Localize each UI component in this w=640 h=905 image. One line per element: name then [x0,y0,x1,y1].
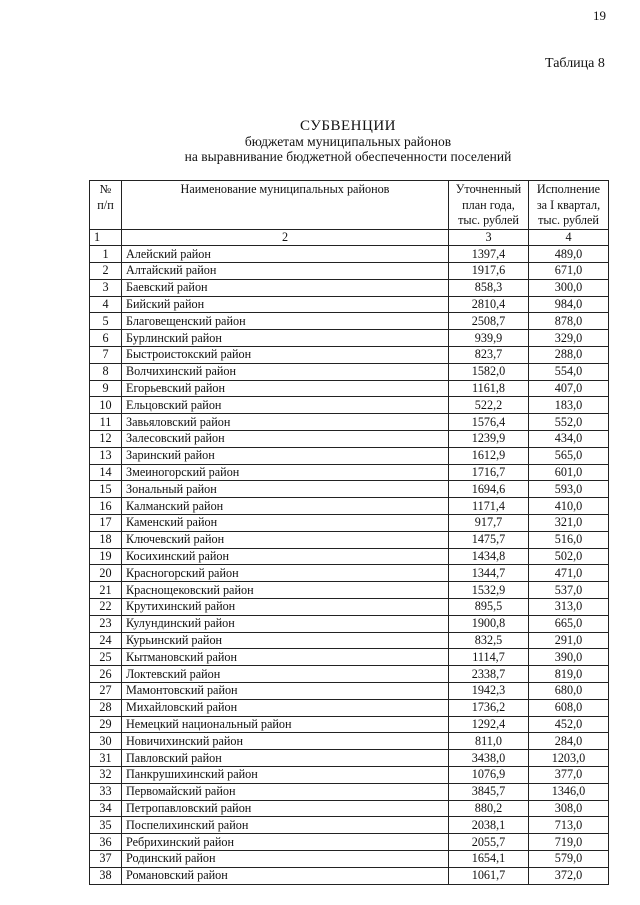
district-name: Бурлинский район [122,330,449,347]
execution-value: 516,0 [529,531,609,548]
execution-value: 719,0 [529,834,609,851]
column-number: 4 [529,229,609,246]
plan-value: 1171,4 [449,498,529,515]
execution-value: 288,0 [529,347,609,364]
row-number: 12 [90,431,122,448]
district-name: Алейский район [122,246,449,263]
district-name: Петропавловский район [122,800,449,817]
row-number: 22 [90,599,122,616]
plan-value: 1582,0 [449,363,529,380]
header-num-line-2: п/п [97,197,114,212]
row-number: 27 [90,683,122,700]
plan-value: 1942,3 [449,683,529,700]
table-row [90,330,609,347]
execution-value: 593,0 [529,481,609,498]
subsidies-table [89,180,609,885]
row-number: 29 [90,716,122,733]
district-name: Благовещенский район [122,313,449,330]
table-row [90,565,609,582]
plan-value: 939,9 [449,330,529,347]
table-row [90,498,609,515]
table-row [90,867,609,884]
district-name: Алтайский район [122,263,449,280]
row-number: 5 [90,313,122,330]
header-plan-line-1: Уточненный [455,182,522,196]
row-number: 21 [90,582,122,599]
column-number: 2 [122,229,449,246]
plan-value: 2810,4 [449,296,529,313]
column-number: 3 [449,229,529,246]
header-name: Наименование муниципальных районов [122,181,449,230]
execution-value: 552,0 [529,414,609,431]
table-row [90,263,609,280]
table-row [90,599,609,616]
row-number: 20 [90,565,122,582]
district-name: Панкрушихинский район [122,767,449,784]
table-row [90,347,609,364]
district-name: Краснощековский район [122,582,449,599]
row-number: 16 [90,498,122,515]
table-row [90,683,609,700]
row-number: 7 [90,347,122,364]
district-name: Волчихинский район [122,363,449,380]
plan-value: 858,3 [449,279,529,296]
page-number: 19 [593,8,606,23]
table-row [90,834,609,851]
plan-value: 1900,8 [449,615,529,632]
plan-value: 2038,1 [449,817,529,834]
table-row [90,582,609,599]
table-row [90,666,609,683]
header-exec-line-3: тыс. рублей [538,213,599,227]
heading-line-3: на выравнивание бюджетной обеспеченности поселений [184,149,512,164]
column-number: 1 [90,229,122,246]
district-name: Романовский район [122,867,449,884]
table-row [90,279,609,296]
execution-value: 1203,0 [529,750,609,767]
header-exec-line-1: Исполнение [536,182,601,196]
district-name: Змеиногорский район [122,464,449,481]
plan-value: 880,2 [449,800,529,817]
execution-value: 308,0 [529,800,609,817]
plan-value: 1917,6 [449,263,529,280]
row-number: 37 [90,850,122,867]
plan-value: 1736,2 [449,699,529,716]
row-number: 3 [90,279,122,296]
execution-value: 329,0 [529,330,609,347]
district-name: Мамонтовский район [122,683,449,700]
district-name: Первомайский район [122,783,449,800]
execution-value: 284,0 [529,733,609,750]
execution-value: 537,0 [529,582,609,599]
row-number: 24 [90,632,122,649]
plan-value: 1434,8 [449,548,529,565]
execution-value: 984,0 [529,296,609,313]
execution-value: 579,0 [529,850,609,867]
execution-value: 407,0 [529,380,609,397]
table-row [90,632,609,649]
execution-value: 300,0 [529,279,609,296]
district-name: Залесовский район [122,431,449,448]
column-number-row [90,229,609,246]
plan-value: 2338,7 [449,666,529,683]
row-number: 36 [90,834,122,851]
execution-value: 377,0 [529,767,609,784]
execution-value: 489,0 [529,246,609,263]
district-name: Красногорский район [122,565,449,582]
plan-value: 1344,7 [449,565,529,582]
district-name: Родинский район [122,850,449,867]
execution-value: 502,0 [529,548,609,565]
district-name: Каменский район [122,515,449,532]
district-name: Ельцовский район [122,397,449,414]
row-number: 26 [90,666,122,683]
plan-value: 3845,7 [449,783,529,800]
plan-value: 1239,9 [449,431,529,448]
row-number: 35 [90,817,122,834]
district-name: Баевский район [122,279,449,296]
district-name: Заринский район [122,447,449,464]
execution-value: 390,0 [529,649,609,666]
table-row [90,246,609,263]
table-row [90,296,609,313]
table-row [90,414,609,431]
execution-value: 565,0 [529,447,609,464]
district-name: Кулундинский район [122,615,449,632]
plan-value: 1612,9 [449,447,529,464]
execution-value: 601,0 [529,464,609,481]
district-name: Бийский район [122,296,449,313]
district-name: Зональный район [122,481,449,498]
table-row [90,313,609,330]
row-number: 23 [90,615,122,632]
district-name: Ребрихинский район [122,834,449,851]
row-number: 38 [90,867,122,884]
plan-value: 2055,7 [449,834,529,851]
heading-line-2: бюджетам муниципальных районов [244,134,452,149]
plan-value: 895,5 [449,599,529,616]
district-name: Курьинский район [122,632,449,649]
district-name: Ключевский район [122,531,449,548]
district-name: Кытмановский район [122,649,449,666]
table-row [90,733,609,750]
row-number: 11 [90,414,122,431]
row-number: 25 [90,649,122,666]
row-number: 31 [90,750,122,767]
execution-value: 819,0 [529,666,609,683]
table-row [90,767,609,784]
plan-value: 1694,6 [449,481,529,498]
plan-value: 1716,7 [449,464,529,481]
row-number: 32 [90,767,122,784]
plan-value: 522,2 [449,397,529,414]
header-exec [529,181,609,230]
row-number: 28 [90,699,122,716]
table-row [90,548,609,565]
table-row [90,800,609,817]
district-name: Немецкий национальный район [122,716,449,733]
table-row [90,750,609,767]
row-number: 30 [90,733,122,750]
header-plan-line-2: план года, [462,197,515,212]
row-number: 13 [90,447,122,464]
row-number: 6 [90,330,122,347]
district-name: Быстроистокский район [122,347,449,364]
header-num-line-1: № [99,182,112,196]
table-body [90,246,609,884]
execution-value: 671,0 [529,263,609,280]
row-number: 1 [90,246,122,263]
table-row [90,447,609,464]
district-name: Калманский район [122,498,449,515]
plan-value: 1161,8 [449,380,529,397]
plan-value: 1576,4 [449,414,529,431]
row-number: 18 [90,531,122,548]
row-number: 2 [90,263,122,280]
header-num [90,181,122,230]
execution-value: 291,0 [529,632,609,649]
execution-value: 665,0 [529,615,609,632]
row-number: 33 [90,783,122,800]
plan-value: 1532,9 [449,582,529,599]
header-plan-line-3: тыс. рублей [458,213,519,227]
execution-value: 554,0 [529,363,609,380]
table-row [90,431,609,448]
execution-value: 878,0 [529,313,609,330]
plan-value: 811,0 [449,733,529,750]
table-row [90,515,609,532]
plan-value: 1114,7 [449,649,529,666]
row-number: 17 [90,515,122,532]
district-name: Косихинский район [122,548,449,565]
execution-value: 713,0 [529,817,609,834]
row-number: 9 [90,380,122,397]
plan-value: 1076,9 [449,767,529,784]
row-number: 10 [90,397,122,414]
plan-value: 1061,7 [449,867,529,884]
table-row [90,783,609,800]
plan-value: 1292,4 [449,716,529,733]
table-row [90,380,609,397]
table-label: Таблица 8 [545,56,605,71]
row-number: 34 [90,800,122,817]
execution-value: 183,0 [529,397,609,414]
table-row [90,850,609,867]
row-number: 15 [90,481,122,498]
execution-value: 321,0 [529,515,609,532]
execution-value: 1346,0 [529,783,609,800]
table-row [90,615,609,632]
execution-value: 410,0 [529,498,609,515]
row-number: 19 [90,548,122,565]
district-name: Михайловский район [122,699,449,716]
table-row [90,363,609,380]
execution-value: 452,0 [529,716,609,733]
table-row [90,817,609,834]
execution-value: 313,0 [529,599,609,616]
district-name: Локтевский район [122,666,449,683]
district-name: Павловский район [122,750,449,767]
district-name: Крутихинский район [122,599,449,616]
heading-title: СУБВЕНЦИИ [299,118,397,134]
plan-value: 3438,0 [449,750,529,767]
plan-value: 917,7 [449,515,529,532]
row-number: 14 [90,464,122,481]
header-plan [449,181,529,230]
plan-value: 1654,1 [449,850,529,867]
execution-value: 471,0 [529,565,609,582]
table-row [90,699,609,716]
district-name: Егорьевский район [122,380,449,397]
plan-value: 823,7 [449,347,529,364]
execution-value: 608,0 [529,699,609,716]
table-header-row [90,181,609,230]
execution-value: 434,0 [529,431,609,448]
row-number: 4 [90,296,122,313]
document-heading [88,119,608,164]
table-row [90,649,609,666]
plan-value: 2508,7 [449,313,529,330]
plan-value: 1475,7 [449,531,529,548]
table-row [90,397,609,414]
header-exec-line-2: за I квартал, [536,197,601,212]
row-number: 8 [90,363,122,380]
district-name: Завьяловский район [122,414,449,431]
district-name: Новичихинский район [122,733,449,750]
plan-value: 1397,4 [449,246,529,263]
table-row [90,464,609,481]
plan-value: 832,5 [449,632,529,649]
table-row [90,531,609,548]
execution-value: 372,0 [529,867,609,884]
execution-value: 680,0 [529,683,609,700]
table-row [90,481,609,498]
district-name: Поспелихинский район [122,817,449,834]
table-row [90,716,609,733]
